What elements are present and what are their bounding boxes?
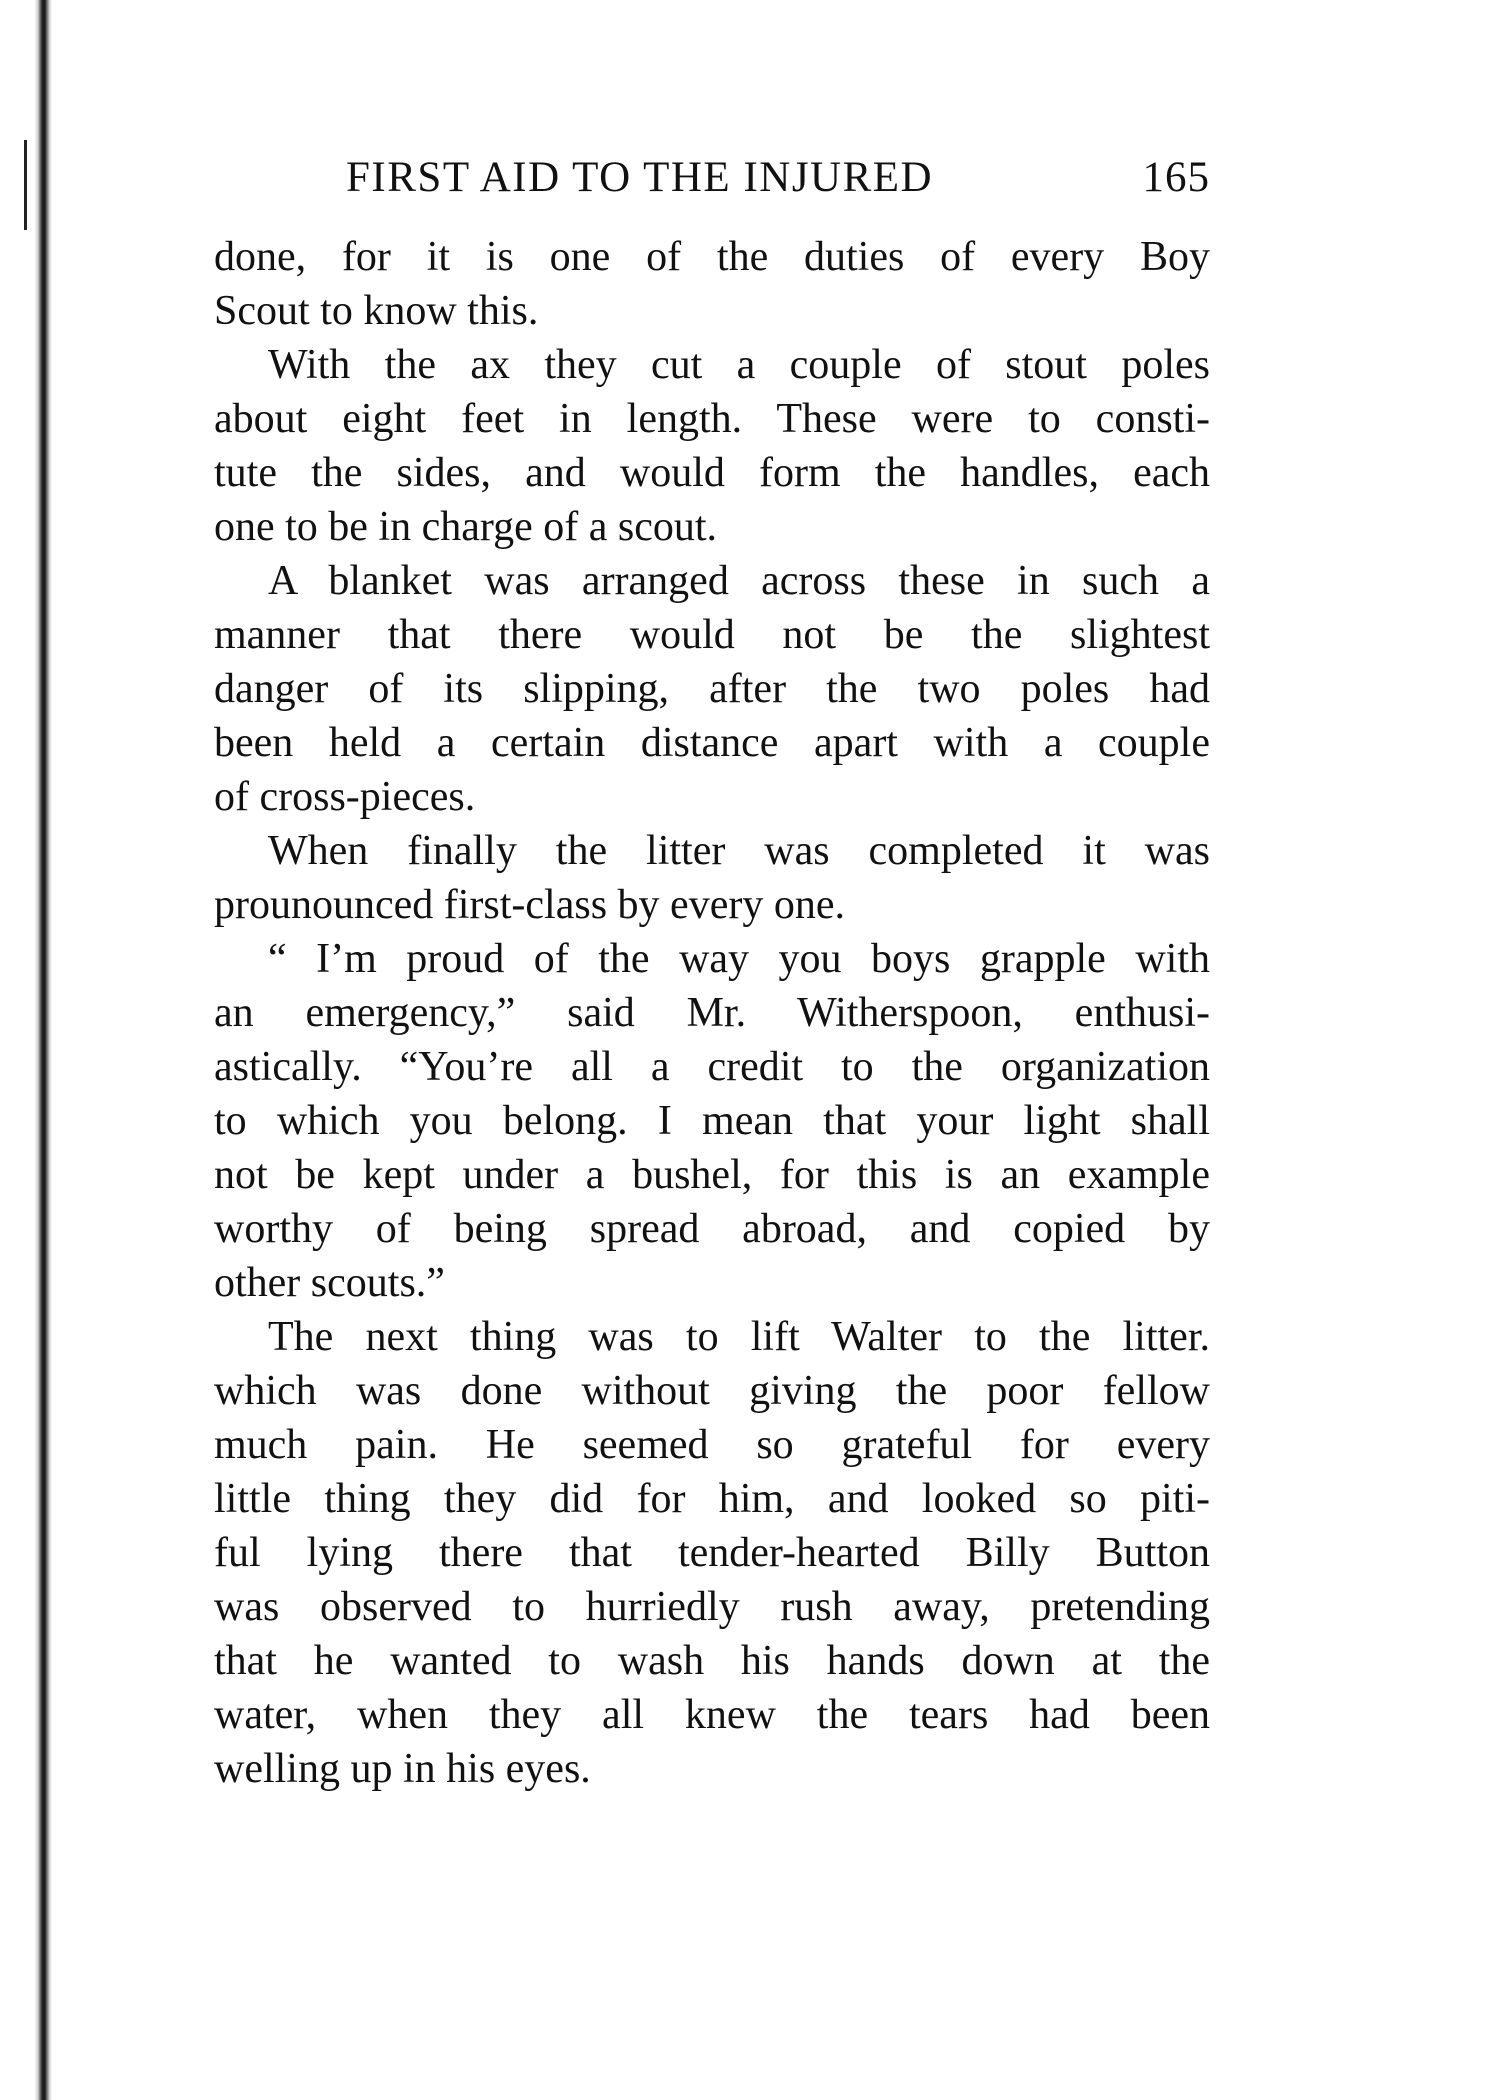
text-line: been held a certain distance apart with a couple — [214, 720, 1210, 766]
text-line: about eight feet in length. These were to consti- — [214, 396, 1210, 442]
text-line: “ I’m proud of the way you boys grapple with — [268, 936, 1210, 982]
text-line: little thing they did for him, and looked so piti- — [214, 1476, 1210, 1522]
paragraph — [214, 932, 1210, 1310]
text-line: other scouts.” — [214, 1260, 445, 1306]
text-line: that he wanted to wash his hands down at the — [214, 1638, 1210, 1684]
body-text — [214, 230, 1210, 1796]
text-line: tute the sides, and would form the handles, each — [214, 450, 1210, 496]
text-line: prounounced first-class by every one. — [214, 882, 845, 928]
text-line: which was done without giving the poor fellow — [214, 1368, 1210, 1414]
text-line: ful lying there that tender-hearted Billy Button — [214, 1530, 1210, 1576]
text-line: The next thing was to lift Walter to the litter. — [268, 1314, 1210, 1360]
page-number: 165 — [1142, 154, 1210, 201]
text-line: With the ax they cut a couple of stout poles — [268, 342, 1210, 388]
paragraph — [214, 338, 1210, 554]
paragraph — [214, 1310, 1210, 1796]
text-line: done, for it is one of the duties of every Boy — [214, 234, 1210, 280]
chapter-title: FIRST AID TO THE INJURED — [346, 154, 934, 201]
text-line: welling up in his eyes. — [214, 1746, 591, 1792]
text-line: of cross-pieces. — [214, 774, 476, 820]
text-line: manner that there would not be the slightest — [214, 612, 1210, 658]
binding-edge-shadow — [34, 0, 52, 2100]
binding-shadow-line — [24, 140, 27, 230]
text-line: A blanket was arranged across these in such a — [268, 558, 1210, 604]
paragraph — [214, 230, 1210, 338]
text-line: astically. “You’re all a credit to the organization — [214, 1044, 1210, 1090]
paragraph — [214, 554, 1210, 824]
text-line: was observed to hurriedly rush away, pretending — [214, 1584, 1210, 1630]
text-line: worthy of being spread abroad, and copied by — [214, 1206, 1210, 1252]
text-line: an emergency,” said Mr. Witherspoon, enthusi- — [214, 990, 1210, 1036]
paragraph — [214, 824, 1210, 932]
text-line: one to be in charge of a scout. — [214, 504, 718, 550]
text-line: When finally the litter was completed it was — [268, 828, 1210, 874]
text-line: water, when they all knew the tears had been — [214, 1692, 1210, 1738]
running-head — [346, 150, 1210, 206]
text-line: danger of its slipping, after the two poles had — [214, 666, 1210, 712]
text-line: much pain. He seemed so grateful for every — [214, 1422, 1210, 1468]
text-line: Scout to know this. — [214, 288, 539, 334]
text-line: to which you belong. I mean that your light shall — [214, 1098, 1210, 1144]
text-line: not be kept under a bushel, for this is an example — [214, 1152, 1210, 1198]
